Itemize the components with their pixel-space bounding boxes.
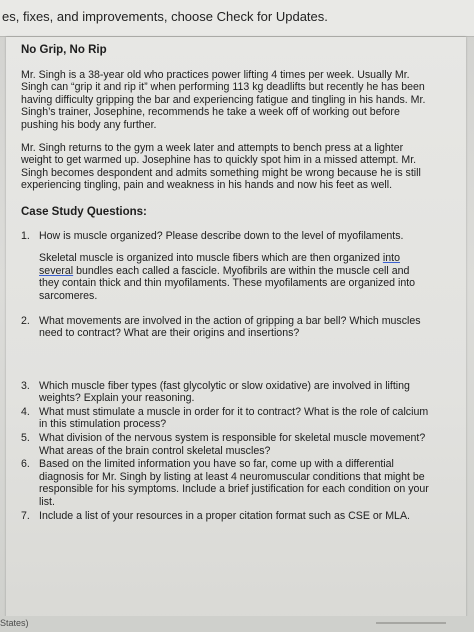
question-number: 2. (21, 314, 30, 327)
question-line: How is muscle organized? Please describe down to the level of myofilaments. (39, 229, 404, 242)
question-number: 6. (21, 458, 30, 471)
paragraph-line: Singh can “grip it and rip it” when performing 113 kg deadlifts but recently he has been (21, 81, 425, 94)
answer-line (39, 265, 457, 278)
answer-1[interactable] (21, 252, 457, 302)
paragraph-line: Mr. Singh is a 38-year old who practices power lifting 4 times per week. Usually Mr. (21, 68, 410, 81)
status-bar-language[interactable]: States) (0, 618, 29, 628)
question-line: What areas of the brain control skeletal muscles? (39, 444, 271, 457)
document-title: No Grip, No Rip (21, 44, 107, 56)
question-line: What division of the nervous system is responsible for skeletal muscle movement? (39, 432, 426, 445)
question-5 (21, 432, 457, 457)
question-line: What movements are involved in the action of gripping a bar bell? Which muscles (39, 314, 421, 327)
document-page (6, 37, 466, 627)
question-line: What must stimulate a muscle in order for it to contract? What is the role of calcium (39, 405, 429, 418)
answer-line: they contain thick and thin myofilaments. These myofilaments are organized into (39, 277, 416, 290)
spellcheck-underline-word: into (382, 252, 400, 265)
question-7 (21, 510, 457, 523)
question-number: 1. (21, 229, 30, 242)
question-number: 7. (21, 509, 30, 522)
question-1 (21, 230, 457, 243)
question-line: Include a list of your resources in a proper citation format such as CSE or MLA. (39, 509, 410, 522)
paragraph-line: Singh becomes despondent and admits something might be wrong because he is still (21, 166, 421, 179)
question-3 (21, 380, 457, 405)
answer-text: bundles each called a fascicle. Myofibrils are within the muscle cell and (73, 264, 410, 277)
document-content (21, 44, 457, 523)
answer-text: Skeletal muscle is organized into muscle fibers which are then organized (39, 252, 383, 265)
question-6 (21, 458, 457, 508)
paragraph-line: experiencing tingling, pain and weakness in his hands and now his feet as well. (21, 179, 393, 192)
status-bar-controls[interactable] (376, 622, 446, 630)
paragraph-line: having difficulty gripping the bar and experiencing fatigue and tingling in his hands. Mr. (21, 93, 426, 106)
paragraph-line: Mr. Singh returns to the gym a week later and attempts to bench press at a lighter (21, 141, 404, 154)
question-line: list. (39, 496, 55, 509)
answer-line: sarcomeres. (39, 289, 98, 302)
answer-line (39, 252, 457, 265)
questions-heading: Case Study Questions: (21, 205, 147, 218)
answer-2-blank-space[interactable] (21, 340, 457, 380)
case-paragraph-1 (21, 69, 457, 132)
question-line: need to contract? What are their origins and insertions? (39, 327, 300, 340)
question-2 (21, 315, 457, 340)
question-number: 4. (21, 405, 30, 418)
case-paragraph-2 (21, 142, 457, 192)
question-number: 3. (21, 379, 30, 392)
spellcheck-underline-word: several (39, 264, 74, 277)
banner-text: es, fixes, and improvements, choose Check for Updates. (2, 9, 328, 24)
question-line: weights? Explain your reasoning. (39, 392, 195, 405)
update-notification-banner[interactable] (0, 0, 474, 37)
paragraph-line: pushing his body any further. (21, 118, 157, 131)
question-line: Based on the limited information you have so far, come up with a differential (39, 458, 394, 471)
question-4 (21, 406, 457, 431)
question-line: in this stimulation process? (39, 418, 167, 431)
question-line: diagnosis for Mr. Singh by listing at least 4 neuromuscular conditions that might be (39, 470, 425, 483)
question-number: 5. (21, 432, 30, 445)
question-line: Which muscle fiber types (fast glycolytic or slow oxidative) are involved in lifting (39, 379, 410, 392)
paragraph-line: Singh’s trainer, Josephine, recommends he take a week off of working out before (21, 106, 400, 119)
paragraph-line: weight to get warmed up. Josephine has to quickly spot him in a missed attempt. Mr. (21, 154, 417, 167)
question-line: responsible for his symptoms. Include a brief justification for each condition on your (39, 483, 429, 496)
